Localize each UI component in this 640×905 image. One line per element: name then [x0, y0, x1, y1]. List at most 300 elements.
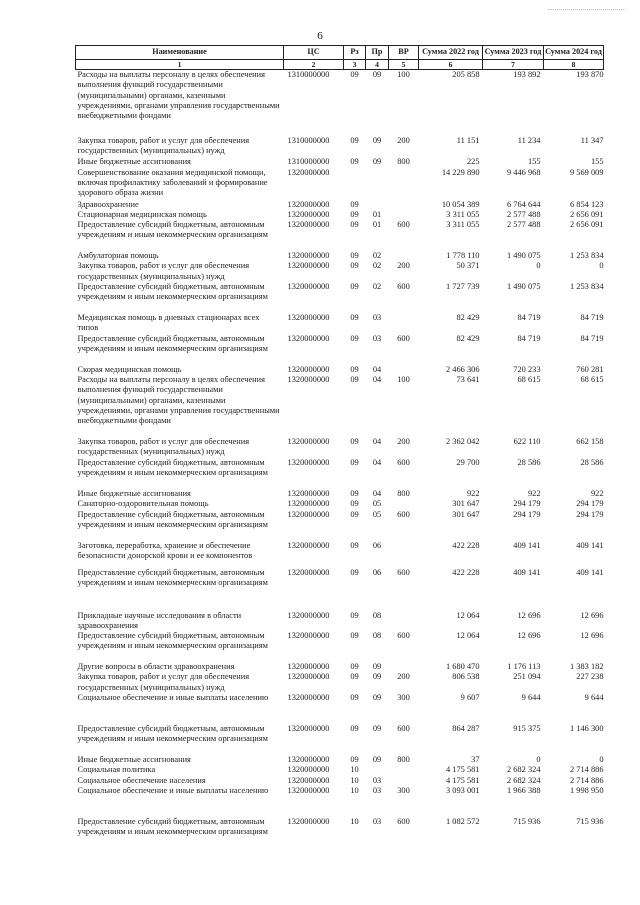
cell-sum-2023: 294 179 — [513, 509, 541, 519]
cell-name: Предоставление субсидий бюджетным, автономным учреждениям и иным некоммерческим организациям — [77, 282, 268, 302]
cell-rz: 09 — [350, 251, 359, 261]
cell-sum-2023: 9 446 968 — [507, 167, 541, 177]
cell-name: Социальное обеспечение и иные выплаты населению — [77, 693, 269, 703]
cell-sum-2024: 227 238 — [576, 672, 604, 682]
cell-cs: 1320000000 — [287, 567, 330, 577]
cell-name: Социальное обеспечение и иные выплаты населению — [77, 785, 269, 795]
cell-vr: 600 — [397, 724, 410, 734]
cell-sum-2023: 622 110 — [513, 436, 541, 446]
cell-rz: 09 — [350, 509, 359, 519]
cell-sum-2023: 1 966 388 — [507, 785, 541, 795]
table-row — [76, 200, 604, 210]
cell-rz: 09 — [350, 313, 359, 323]
budget-table — [75, 45, 604, 838]
cell-rz: 09 — [350, 567, 359, 577]
cell-sum-2022: 50 371 — [456, 261, 480, 271]
cell-pr: 04 — [372, 374, 382, 384]
cell-sum-2023: 9 644 — [521, 693, 541, 703]
cell-cs: 1320000000 — [287, 374, 330, 384]
cell-sum-2023: 294 179 — [513, 499, 541, 509]
cell-sum-2024: 155 — [590, 156, 604, 166]
cell-sum-2024: 84 719 — [580, 313, 604, 323]
table-row — [76, 365, 604, 375]
cell-name: Другие вопросы в области здравоохранения — [77, 662, 235, 672]
cell-sum-2023: 2 682 324 — [507, 765, 541, 775]
cell-vr — [389, 313, 419, 334]
cell-rz: 10 — [350, 816, 359, 826]
cell-sum-2023: 720 233 — [513, 364, 541, 374]
cell-name: Закупка товаров, работ и услуг для обеспечения государственных (муниципальных) нужд — [77, 436, 250, 457]
cell-pr: 03 — [372, 785, 382, 795]
table-row — [76, 611, 604, 632]
cell-sum-2023: 1 490 075 — [507, 282, 541, 292]
col-number: 4 — [366, 60, 389, 70]
cell-vr — [389, 499, 419, 509]
table-row — [76, 817, 604, 838]
cell-vr — [389, 611, 419, 632]
cell-sum-2022: 73 641 — [456, 374, 480, 384]
cell-name: Предоставление субсидий бюджетным, автономным учреждениям и иным некоммерческим организациям — [77, 333, 268, 353]
cell-sum-2023: 715 936 — [513, 816, 541, 826]
cell-pr — [366, 200, 389, 210]
cell-vr: 200 — [397, 672, 410, 682]
cell-pr: 06 — [372, 567, 382, 577]
cell-rz: 09 — [350, 209, 359, 219]
cell-cs: 1310000000 — [287, 156, 330, 166]
cell-pr: 01 — [372, 209, 382, 219]
cell-name: Расходы на выплаты персоналу в целях обеспечения выполнения функций государственными (муниципальными) органами, казенными учреждениями, органами управления государственными внебюджетными фондами — [77, 70, 280, 121]
cell-rz: 09 — [350, 136, 359, 145]
cell-sum-2023: 0 — [536, 261, 541, 271]
cell-vr: 300 — [397, 785, 410, 795]
cell-rz: 09 — [350, 540, 359, 550]
cell-pr: 02 — [372, 251, 382, 261]
cell-pr: 09 — [372, 672, 382, 682]
cell-pr: 04 — [372, 488, 382, 498]
cell-pr: 06 — [372, 540, 382, 550]
col-number: 6 — [419, 60, 483, 70]
cell-rz: 09 — [350, 220, 359, 230]
col-number: 7 — [483, 60, 544, 70]
cell-name: Предоставление субсидий бюджетным, автономным учреждениям и иным некоммерческим организациям — [77, 509, 268, 529]
cell-cs: 1320000000 — [287, 333, 330, 343]
cell-sum-2024: 193 870 — [576, 70, 604, 79]
cell-sum-2024: 662 158 — [576, 436, 604, 446]
cell-rz: 09 — [350, 672, 359, 682]
table-row — [76, 334, 604, 365]
col-header-cs: ЦС — [284, 46, 344, 60]
col-header-2022: Сумма 2022 год — [419, 46, 483, 60]
cell-cs: 1320000000 — [287, 693, 330, 703]
cell-sum-2022: 225 — [466, 156, 480, 166]
cell-name: Совершенствование оказания медицинской помощи, включая профилактику заболеваний и формирование здорового образа жизни — [77, 167, 268, 198]
cell-vr: 600 — [397, 509, 410, 519]
table-row — [76, 458, 604, 489]
cell-pr: 03 — [372, 775, 382, 785]
col-number: 2 — [284, 60, 344, 70]
table-row — [76, 437, 604, 458]
cell-name: Закупка товаров, работ и услуг для обеспечения государственных (муниципальных) нужд — [77, 136, 250, 156]
col-header-rz: Рз — [344, 46, 366, 60]
cell-name: Здравоохранение — [77, 199, 139, 209]
cell-cs: 1320000000 — [287, 765, 330, 775]
cell-sum-2023: 251 094 — [513, 672, 541, 682]
cell-sum-2022: 29 700 — [456, 457, 480, 467]
cell-cs: 1320000000 — [287, 220, 330, 230]
cell-pr: 04 — [372, 364, 382, 374]
corner-mark — [548, 9, 626, 10]
cell-sum-2024: 2 656 091 — [570, 220, 604, 230]
cell-sum-2022: 1 082 572 — [446, 816, 480, 826]
cell-sum-2024: 1 146 300 — [570, 724, 604, 734]
cell-rz: 09 — [350, 436, 359, 446]
cell-sum-2022: 301 647 — [452, 509, 480, 519]
cell-sum-2022: 37 — [471, 755, 480, 765]
cell-pr: 09 — [372, 136, 382, 145]
cell-rz: 09 — [350, 70, 359, 79]
cell-sum-2022: 82 429 — [456, 333, 480, 343]
cell-sum-2023: 922 — [527, 488, 541, 498]
cell-sum-2022: 922 — [466, 488, 480, 498]
cell-vr: 100 — [397, 70, 410, 79]
cell-sum-2023: 409 141 — [513, 567, 541, 577]
cell-name: Предоставление субсидий бюджетным, автономным учреждениям и иным некоммерческим организациям — [77, 457, 268, 478]
cell-sum-2022: 422 228 — [452, 567, 480, 577]
table-row — [76, 662, 604, 672]
cell-cs: 1320000000 — [287, 209, 330, 219]
cell-sum-2022: 12 064 — [456, 631, 480, 641]
cell-sum-2022: 3 311 055 — [446, 209, 480, 219]
cell-vr: 800 — [397, 488, 410, 498]
cell-rz: 09 — [350, 499, 359, 509]
cell-name: Заготовка, переработка, хранение и обеспечение безопасности донорской крови и ее компонентов — [77, 540, 253, 560]
cell-sum-2022: 2 466 306 — [446, 364, 480, 374]
cell-sum-2022: 3 311 055 — [446, 220, 480, 230]
table-row — [76, 631, 604, 662]
cell-sum-2023: 193 892 — [513, 70, 541, 79]
table-row — [76, 157, 604, 168]
cell-rz: 09 — [350, 662, 359, 672]
cell-cs: 1320000000 — [287, 509, 330, 519]
cell-sum-2022: 10 054 389 — [441, 199, 480, 209]
cell-rz: 10 — [350, 785, 359, 795]
cell-cs: 1320000000 — [287, 457, 330, 467]
cell-pr: 05 — [372, 499, 382, 509]
cell-vr: 600 — [397, 333, 410, 343]
cell-vr — [389, 776, 419, 786]
cell-cs: 1320000000 — [287, 631, 330, 641]
table-row — [76, 765, 604, 775]
cell-name: Предоставление субсидий бюджетным, автономным учреждениям и иным некоммерческим организациям — [77, 816, 268, 837]
col-header-vr: ВР — [389, 46, 419, 60]
cell-pr: 02 — [372, 261, 382, 271]
cell-sum-2024: 6 854 123 — [570, 199, 604, 209]
cell-sum-2022: 1 680 470 — [446, 662, 480, 672]
table-row — [76, 568, 604, 611]
cell-rz: 10 — [350, 775, 359, 785]
table-row — [76, 136, 604, 157]
cell-rz: 09 — [350, 693, 359, 703]
cell-sum-2024: 2 714 886 — [570, 775, 604, 785]
cell-name: Предоставление субсидий бюджетным, автономным учреждениям и иным некоммерческим организациям — [77, 724, 268, 744]
table-row — [76, 499, 604, 509]
cell-sum-2024: 1 383 182 — [570, 662, 604, 672]
cell-cs: 1320000000 — [287, 785, 330, 795]
cell-cs: 1310000000 — [287, 70, 330, 79]
cell-sum-2022: 4 175 581 — [446, 765, 480, 775]
cell-vr: 600 — [397, 220, 410, 230]
cell-sum-2024: 2 714 886 — [570, 765, 604, 775]
cell-pr: 08 — [372, 631, 382, 641]
cell-sum-2024: 68 615 — [580, 374, 604, 384]
cell-name: Предоставление субсидий бюджетным, автономным учреждениям и иным некоммерческим организациям — [77, 631, 268, 651]
cell-sum-2024: 12 696 — [580, 631, 604, 641]
cell-cs: 1320000000 — [287, 672, 330, 682]
table-row — [76, 282, 604, 313]
cell-vr: 200 — [397, 261, 410, 271]
cell-sum-2023: 84 719 — [517, 313, 541, 323]
cell-sum-2024: 294 179 — [576, 499, 604, 509]
table-row — [76, 210, 604, 220]
cell-sum-2023: 2 577 488 — [507, 220, 541, 230]
cell-name: Предоставление субсидий бюджетным, автономным учреждениям и иным некоммерческим организациям — [77, 220, 268, 240]
cell-cs: 1320000000 — [287, 261, 330, 271]
table-row — [76, 541, 604, 568]
cell-sum-2023: 915 375 — [513, 724, 541, 734]
cell-sum-2023: 28 586 — [517, 457, 541, 467]
page-number: 6 — [317, 30, 323, 42]
table-row — [76, 755, 604, 765]
cell-sum-2023: 1 490 075 — [507, 251, 541, 261]
cell-name: Иные бюджетные ассигнования — [77, 488, 191, 498]
cell-sum-2024: 0 — [599, 755, 604, 765]
cell-pr: 02 — [372, 282, 382, 292]
cell-sum-2022: 1 727 739 — [446, 282, 480, 292]
cell-pr: 08 — [372, 610, 382, 620]
cell-sum-2023: 68 615 — [517, 374, 541, 384]
header-row — [76, 46, 604, 60]
cell-vr — [389, 168, 419, 200]
cell-pr: 09 — [372, 724, 382, 734]
cell-vr: 800 — [397, 755, 410, 765]
cell-name: Закупка товаров, работ и услуг для обеспечения государственных (муниципальных) нужд — [77, 261, 250, 281]
cell-sum-2022: 4 175 581 — [446, 775, 480, 785]
cell-sum-2024: 1 253 834 — [570, 251, 604, 261]
cell-vr: 800 — [397, 156, 410, 166]
cell-sum-2024: 760 281 — [576, 364, 604, 374]
cell-pr — [366, 168, 389, 200]
cell-sum-2022: 205 858 — [452, 70, 480, 79]
cell-name: Скорая медицинская помощь — [77, 364, 182, 374]
cell-sum-2022: 422 228 — [452, 540, 480, 550]
cell-sum-2022: 82 429 — [456, 313, 480, 323]
cell-sum-2024: 1 253 834 — [570, 282, 604, 292]
cell-sum-2022: 806 538 — [452, 672, 480, 682]
cell-cs: 1320000000 — [287, 167, 330, 177]
cell-cs: 1320000000 — [287, 488, 330, 498]
cell-sum-2024: 409 141 — [576, 567, 604, 577]
cell-rz: 09 — [350, 261, 359, 271]
col-number: 5 — [389, 60, 419, 70]
cell-vr — [389, 251, 419, 261]
cell-sum-2022: 2 362 042 — [446, 436, 480, 446]
cell-pr: 03 — [372, 333, 382, 343]
cell-sum-2022: 864 287 — [452, 724, 480, 734]
cell-name: Медицинская помощь в дневных стационарах всех типов — [77, 313, 260, 333]
col-number: 1 — [76, 60, 284, 70]
col-number: 3 — [344, 60, 366, 70]
table-row — [76, 776, 604, 786]
cell-sum-2023: 12 696 — [517, 631, 541, 641]
cell-sum-2024: 1 998 950 — [570, 785, 604, 795]
cell-cs: 1320000000 — [287, 724, 330, 734]
cell-cs: 1320000000 — [287, 251, 330, 261]
table-row — [76, 724, 604, 755]
cell-sum-2022: 3 093 001 — [446, 785, 480, 795]
cell-pr: 09 — [372, 755, 382, 765]
cell-vr — [389, 541, 419, 568]
table-body — [76, 70, 604, 838]
cell-sum-2024: 409 141 — [576, 540, 604, 550]
cell-rz: 09 — [350, 282, 359, 292]
cell-pr: 09 — [372, 693, 382, 703]
cell-rz: 09 — [350, 364, 359, 374]
cell-cs: 1320000000 — [287, 540, 330, 550]
table-row — [76, 693, 604, 724]
table-row — [76, 70, 604, 137]
cell-cs: 1320000000 — [287, 282, 330, 292]
cell-name: Социальная политика — [77, 765, 156, 775]
table-row — [76, 313, 604, 334]
cell-rz: 09 — [350, 156, 359, 166]
cell-pr: 04 — [372, 436, 382, 446]
cell-name: Закупка товаров, работ и услуг для обеспечения государственных (муниципальных) нужд — [77, 672, 250, 692]
cell-cs: 1320000000 — [287, 816, 330, 826]
cell-vr: 600 — [397, 631, 410, 641]
cell-sum-2024: 9 569 009 — [570, 167, 604, 177]
cell-name: Социальное обеспечение населения — [77, 775, 206, 785]
cell-cs: 1320000000 — [287, 499, 330, 509]
cell-pr — [366, 765, 389, 775]
cell-pr: 05 — [372, 509, 382, 519]
cell-vr: 600 — [397, 567, 410, 577]
cell-name: Иные бюджетные ассигнования — [77, 156, 191, 166]
cell-pr: 09 — [372, 662, 382, 672]
cell-cs: 1320000000 — [287, 755, 330, 765]
cell-vr — [389, 210, 419, 220]
cell-sum-2022: 14 229 890 — [441, 167, 480, 177]
cell-sum-2023: 155 — [527, 156, 541, 166]
table-row — [76, 786, 604, 817]
cell-rz: 09 — [350, 724, 359, 734]
cell-cs: 1320000000 — [287, 775, 330, 785]
cell-cs: 1320000000 — [287, 436, 330, 446]
col-header-2024: Сумма 2024 год — [544, 46, 604, 60]
cell-name: Иные бюджетные ассигнования — [77, 755, 191, 765]
cell-cs: 1320000000 — [287, 364, 330, 374]
cell-pr: 04 — [372, 457, 382, 467]
cell-name: Амбулаторная помощь — [77, 251, 159, 261]
cell-vr: 600 — [397, 816, 410, 826]
table-row — [76, 489, 604, 499]
cell-rz: 09 — [350, 755, 359, 765]
table-row — [76, 510, 604, 541]
cell-sum-2024: 715 936 — [576, 816, 604, 826]
column-number-row — [76, 60, 604, 70]
cell-sum-2024: 12 696 — [580, 610, 604, 620]
cell-vr — [389, 662, 419, 672]
table-row — [76, 168, 604, 200]
cell-sum-2022: 9 607 — [460, 693, 480, 703]
cell-rz: 10 — [350, 765, 359, 775]
cell-name: Стационарная медицинская помощь — [77, 209, 207, 219]
cell-cs: 1320000000 — [287, 610, 330, 620]
cell-sum-2024: 294 179 — [576, 509, 604, 519]
cell-sum-2023: 1 176 113 — [507, 662, 541, 672]
cell-sum-2024: 84 719 — [580, 333, 604, 343]
cell-sum-2022: 11 151 — [456, 136, 480, 145]
cell-pr: 01 — [372, 220, 382, 230]
cell-name: Расходы на выплаты персоналу в целях обеспечения выполнения функций государственными (муниципальными) органами, казенными учреждениями, органами управления государственными внебюджетными фондами — [77, 374, 280, 426]
cell-sum-2024: 11 347 — [580, 136, 604, 145]
col-header-2023: Сумма 2023 год — [483, 46, 544, 60]
cell-vr: 600 — [397, 457, 410, 467]
cell-sum-2023: 2 577 488 — [507, 209, 541, 219]
cell-vr: 100 — [397, 374, 410, 384]
table-row — [76, 220, 604, 251]
cell-sum-2023: 12 696 — [517, 610, 541, 620]
table-row — [76, 251, 604, 261]
cell-rz: 09 — [350, 457, 359, 467]
cell-sum-2024: 28 586 — [580, 457, 604, 467]
cell-vr — [389, 365, 419, 375]
cell-sum-2022: 1 778 110 — [446, 251, 480, 261]
cell-pr: 03 — [372, 816, 382, 826]
cell-sum-2023: 0 — [536, 755, 541, 765]
cell-sum-2023: 6 764 644 — [507, 199, 541, 209]
col-header-name: Наименование — [76, 46, 284, 60]
cell-vr: 600 — [397, 282, 410, 292]
cell-pr: 03 — [372, 313, 382, 323]
cell-vr — [389, 765, 419, 775]
cell-sum-2023: 84 719 — [517, 333, 541, 343]
cell-sum-2022: 301 647 — [452, 499, 480, 509]
cell-rz: 09 — [350, 333, 359, 343]
cell-sum-2024: 922 — [590, 488, 604, 498]
cell-name: Санаторно-оздоровительная помощь — [77, 499, 209, 509]
cell-sum-2023: 409 141 — [513, 540, 541, 550]
col-number: 8 — [544, 60, 604, 70]
cell-pr: 09 — [372, 156, 382, 166]
cell-sum-2023: 2 682 324 — [507, 775, 541, 785]
cell-vr — [389, 200, 419, 210]
cell-rz: 09 — [350, 610, 359, 620]
cell-vr: 200 — [397, 436, 410, 446]
cell-sum-2024: 2 656 091 — [570, 209, 604, 219]
table-row — [76, 375, 604, 437]
cell-vr: 300 — [397, 693, 410, 703]
cell-name: Предоставление субсидий бюджетным, автономным учреждениям и иным некоммерческим организациям — [77, 567, 268, 587]
cell-rz: 09 — [350, 488, 359, 498]
cell-cs: 1320000000 — [287, 313, 330, 323]
cell-cs: 1320000000 — [287, 662, 330, 672]
cell-rz: 09 — [350, 199, 359, 209]
table-row — [76, 261, 604, 282]
cell-rz: 09 — [350, 374, 359, 384]
cell-name: Прикладные научные исследования в области здравоохранения — [77, 610, 242, 630]
cell-rz — [344, 168, 366, 200]
cell-cs: 1310000000 — [287, 136, 330, 145]
